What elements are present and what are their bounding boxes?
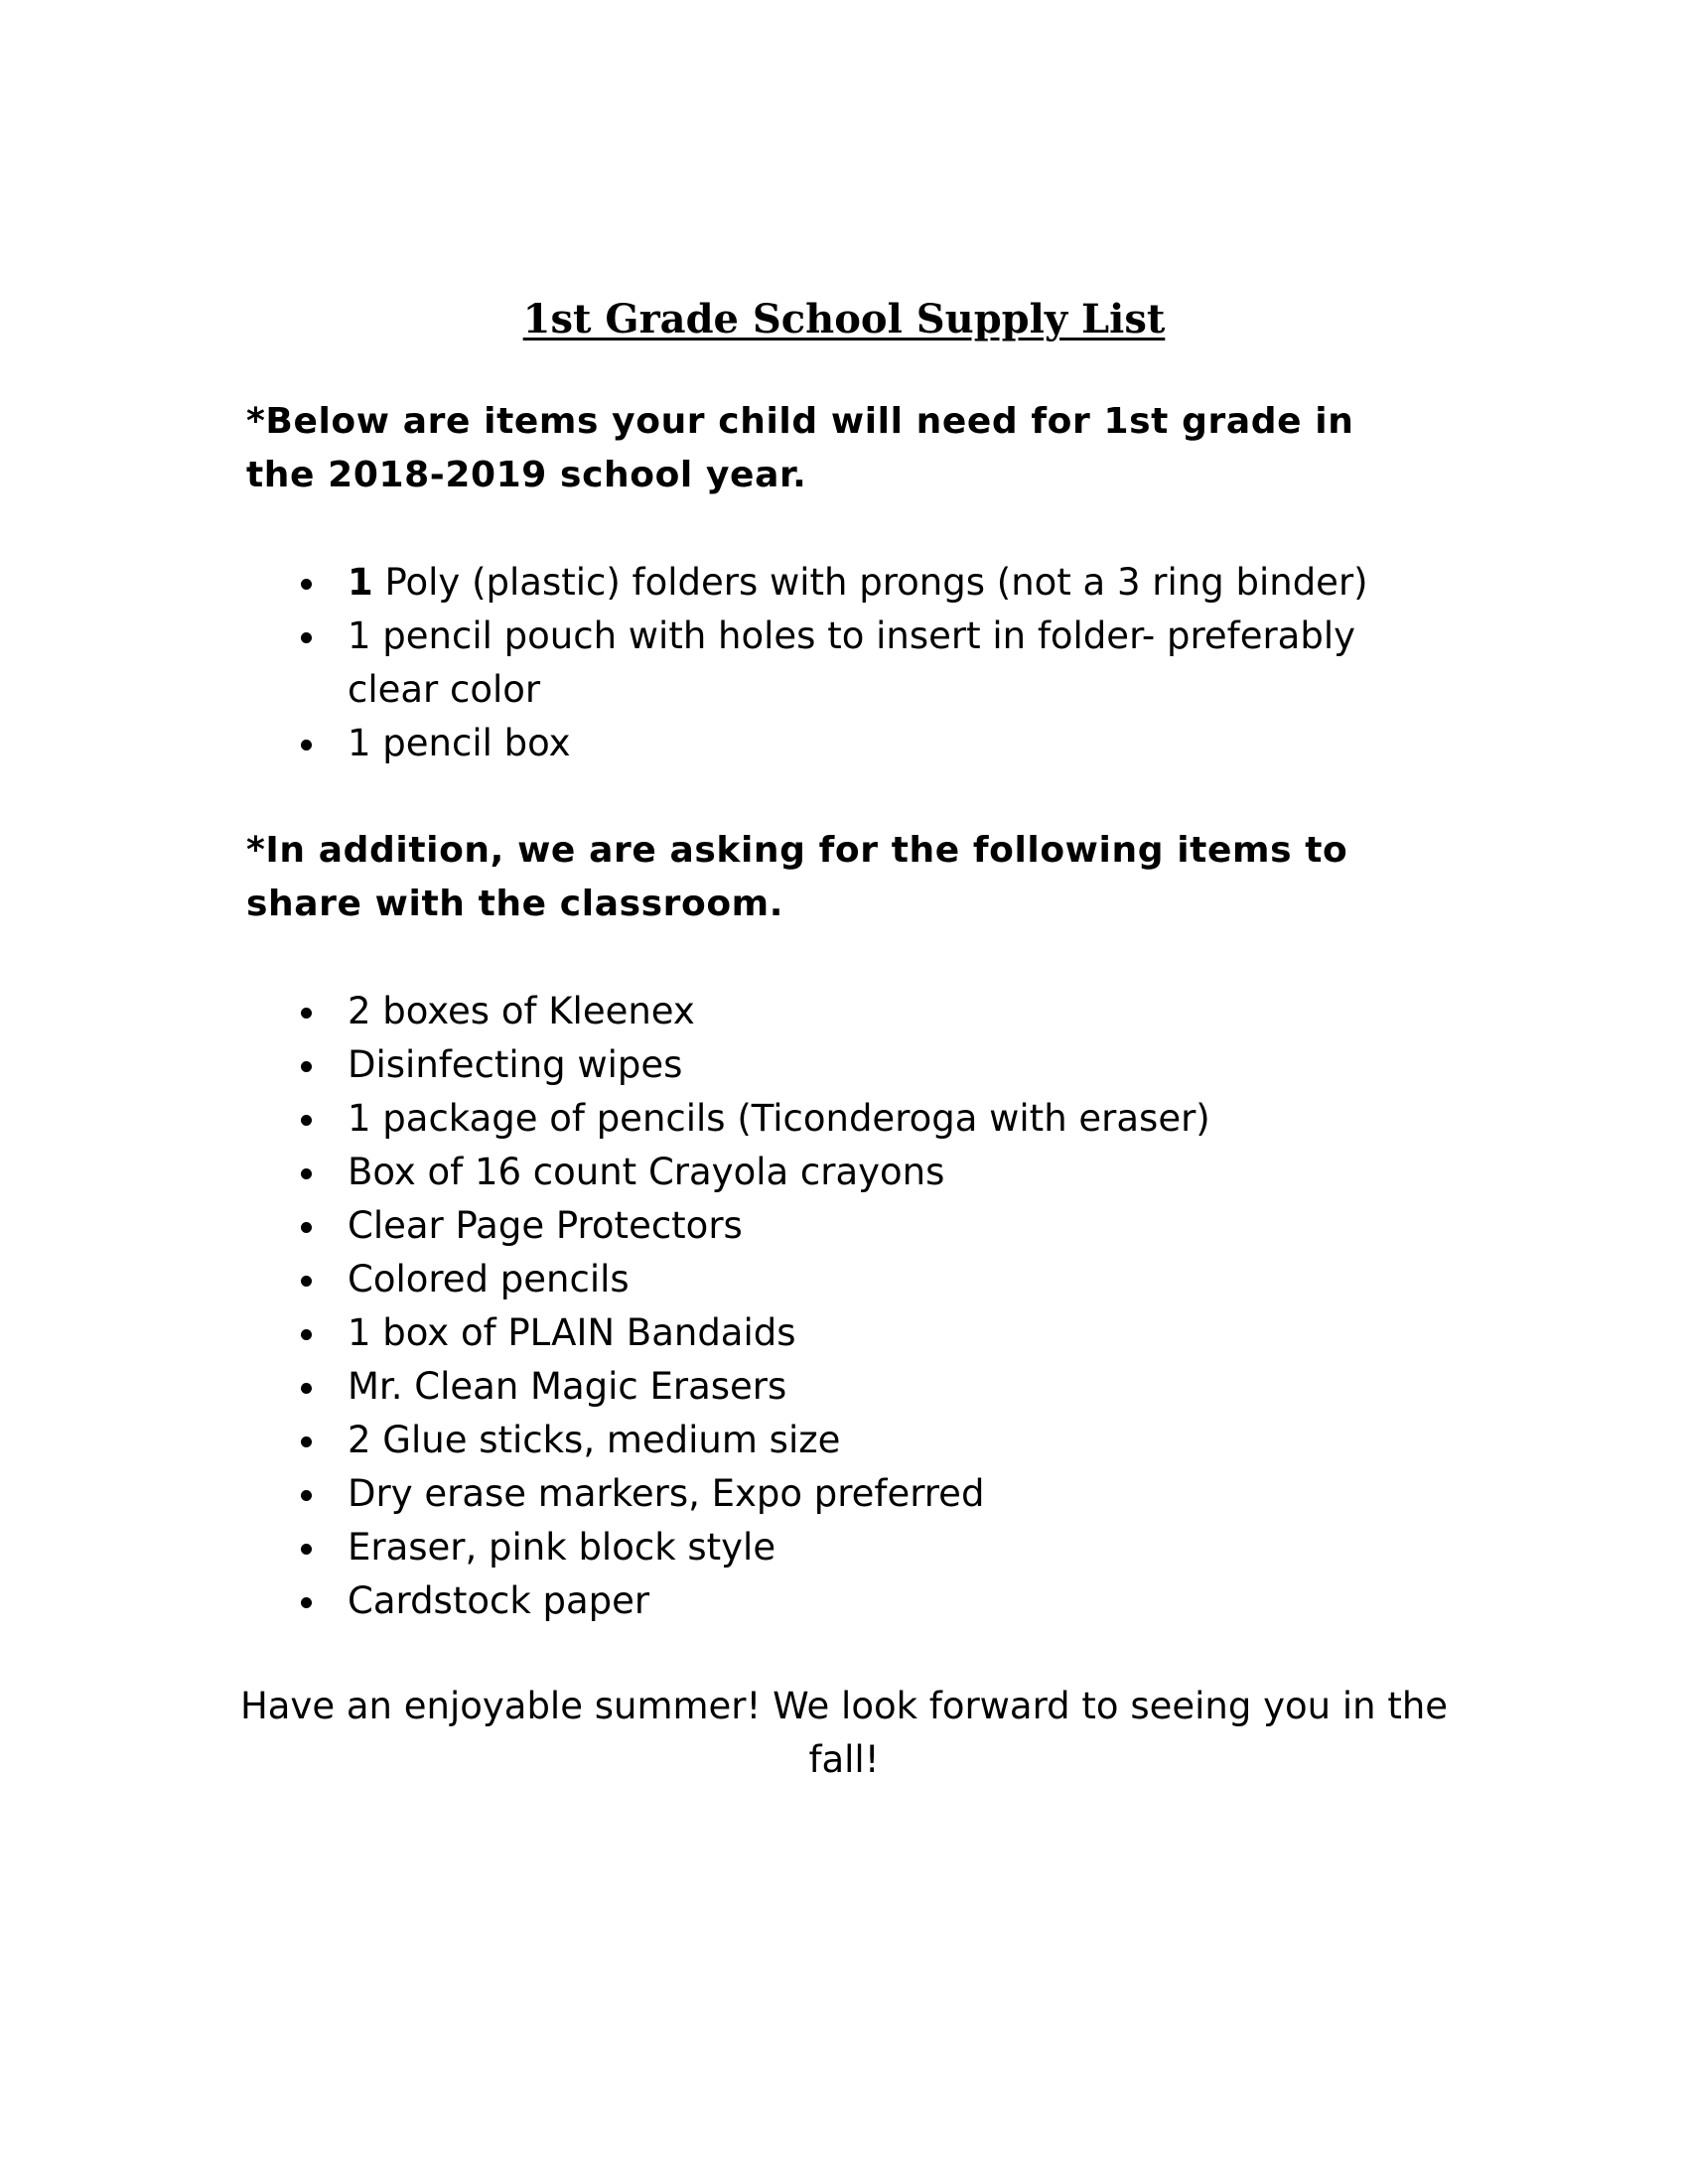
list-item: [246, 1574, 1458, 1628]
bullet-icon: [301, 1383, 312, 1394]
bullet-icon: [301, 1436, 312, 1447]
item-text: Disinfecting wipes: [348, 1043, 683, 1086]
list-item: [246, 1360, 1458, 1414]
bullet-icon: [301, 1115, 312, 1126]
personal-items-list: [246, 556, 1458, 770]
intro-shared-items: *In addition, we are asking for the following items to share with the classroom.: [246, 830, 1348, 924]
list-item: [246, 556, 1458, 610]
list-item: [246, 1306, 1458, 1360]
list-item: [246, 1092, 1458, 1146]
item-text: Colored pencils: [348, 1258, 630, 1300]
list-item: [246, 985, 1458, 1038]
bullet-icon: [301, 740, 312, 751]
list-item: [246, 610, 1458, 717]
bullet-icon: [301, 1168, 312, 1179]
item-text: Mr. Clean Magic Erasers: [348, 1365, 787, 1408]
bullet-icon: [301, 1597, 312, 1608]
item-text: Poly (plastic) folders with prongs (not a 3 ring binder): [372, 561, 1368, 604]
item-quantity: 1: [348, 561, 373, 604]
item-text: Dry erase markers, Expo preferred: [348, 1472, 985, 1515]
closing-message: Have an enjoyable summer! We look forward to seeing you in the fall!: [239, 1685, 1449, 1781]
bullet-icon: [301, 632, 312, 643]
item-text: Cardstock paper: [348, 1579, 650, 1622]
item-text: Box of 16 count Crayola crayons: [348, 1151, 945, 1193]
bullet-icon: [301, 1008, 312, 1019]
list-item: [246, 1467, 1458, 1521]
list-item: [246, 1253, 1458, 1306]
item-text: 1 pencil pouch with holes to insert in folder- preferably clear color: [348, 614, 1356, 711]
list-item: [246, 1521, 1458, 1574]
list-item: [246, 1038, 1458, 1092]
bullet-icon: [301, 1490, 312, 1501]
list-item: [246, 717, 1458, 770]
bullet-icon: [301, 1061, 312, 1072]
list-item: [246, 1146, 1458, 1199]
bullet-icon: [301, 579, 312, 590]
item-text: 2 Glue sticks, medium size: [348, 1419, 841, 1461]
item-text: 2 boxes of Kleenex: [348, 990, 695, 1032]
bullet-icon: [301, 1222, 312, 1233]
bullet-icon: [301, 1329, 312, 1340]
list-item: [246, 1199, 1458, 1253]
document-title: 1st Grade School Supply List: [522, 296, 1166, 342]
item-text: 1 box of PLAIN Bandaids: [348, 1311, 796, 1354]
item-text: 1 package of pencils (Ticonderoga with eraser): [348, 1097, 1210, 1140]
item-text: 1 pencil box: [348, 722, 571, 764]
list-item: [246, 1414, 1458, 1467]
item-text: Clear Page Protectors: [348, 1204, 743, 1247]
intro-personal-items: *Below are items your child will need for 1st grade in the 2018-2019 school year.: [246, 401, 1354, 495]
shared-items-list: [246, 985, 1458, 1628]
bullet-icon: [301, 1276, 312, 1287]
bullet-icon: [301, 1544, 312, 1555]
item-text: Eraser, pink block style: [348, 1526, 776, 1569]
